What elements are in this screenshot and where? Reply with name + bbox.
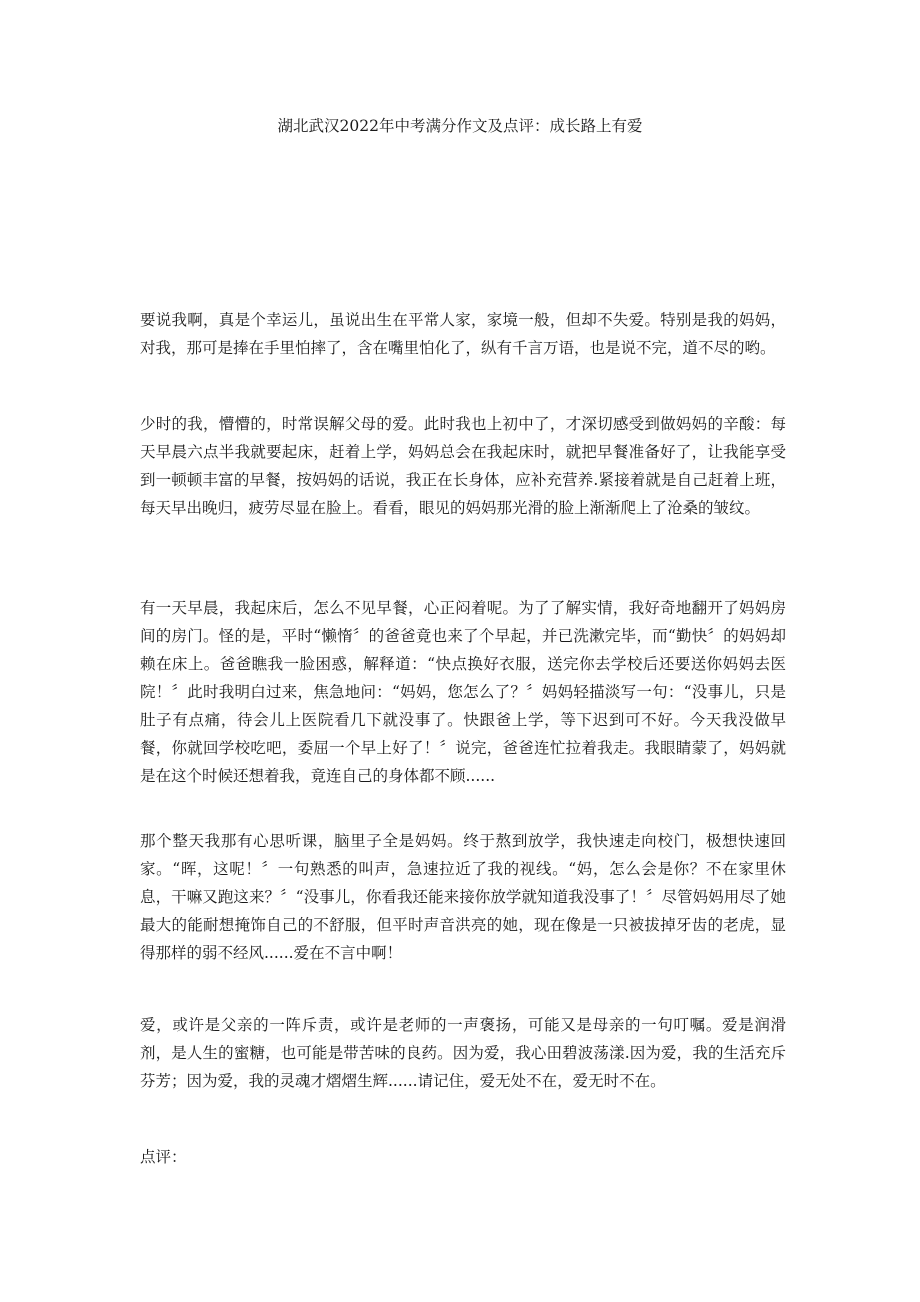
paragraph: 要说我啊，真是个幸运儿，虽说出生在平常人家，家境一般，但却不失爱。特别是我的妈妈，对我，那可是捧在手里怕摔了，含在嘴里怕化了，纵有千言万语，也是说不完，道不尽的哟。 (140, 311, 786, 357)
commentary-label: 点评： (140, 1148, 187, 1166)
paragraph: 少时的我，懵懵的，时常误解父母的爱。此时我也上初中了，才深切感受到做妈妈的辛酸：每天早晨六点半我就要起床，赶着上学，妈妈总会在我起床时，就把早餐准备好了，让我能享受到一顿顿丰富的早餐，按妈妈的话说，我正在长身体，应补充营养.紧接着就是自己赶着上班，每天早出晚归，疲劳尽显在脸上。看看，眼见的妈妈那光滑的脸上渐渐爬上了沧桑的皱纹。 (140, 415, 786, 517)
paragraph: 爱，或许是父亲的一阵斥责，或许是老师的一声褒扬，可能又是母亲的一句叮嘱。爱是润滑剂，是人生的蜜糖，也可能是带苦味的良药。因为爱，我心田碧波荡漾.因为爱，我的生活充斥芬芳；因为爱，我的灵魂才熠熠生辉......请记住，爱无处不在，爱无时不在。 (140, 1016, 786, 1090)
document-title: 湖北武汉2022年中考满分作文及点评：成长路上有爱 (277, 117, 643, 135)
paragraph: 那个整天我那有心思听课，脑里子全是妈妈。终于熬到放学，我快速走向校门，极想快速回家。“晖，这呢！〞一句熟悉的叫声，急速拉近了我的视线。“妈，怎么会是你？不在家里休息，干嘛又跑这来？〞“没事儿，你看我还能来接你放学就知道我没事了！〞尽管妈妈用尽了她最大的能耐想掩饰自己的不舒服，但平时声音洪亮的她，现在像是一只被拔掉牙齿的老虎，显得那样的弱不经风......爱在不言中啊！ (140, 832, 786, 962)
paragraph: 有一天早晨，我起床后，怎么不见早餐，心正闷着呢。为了了解实情，我好奇地翻开了妈妈房间的房门。怪的是，平时“懒惰〞的爸爸竟也来了个早起，并已洗漱完毕，而“勤快〞的妈妈却赖在床上。爸爸瞧我一脸困惑，解释道：“快点换好衣服，送完你去学校后还要送你妈妈去医院！〞此时我明白过来，焦急地问：“妈妈，您怎么了？〞妈妈轻描淡写一句：“没事儿，只是肚子有点痛，待会儿上医院看几下就没事了。快跟爸上学，等下迟到可不好。今天我没做早餐，你就回学校吃吧，委屈一个早上好了！〞说完，爸爸连忙拉着我走。我眼睛蒙了，妈妈就是在这个时候还想着我，竟连自己的身体都不顾...... (140, 599, 786, 785)
